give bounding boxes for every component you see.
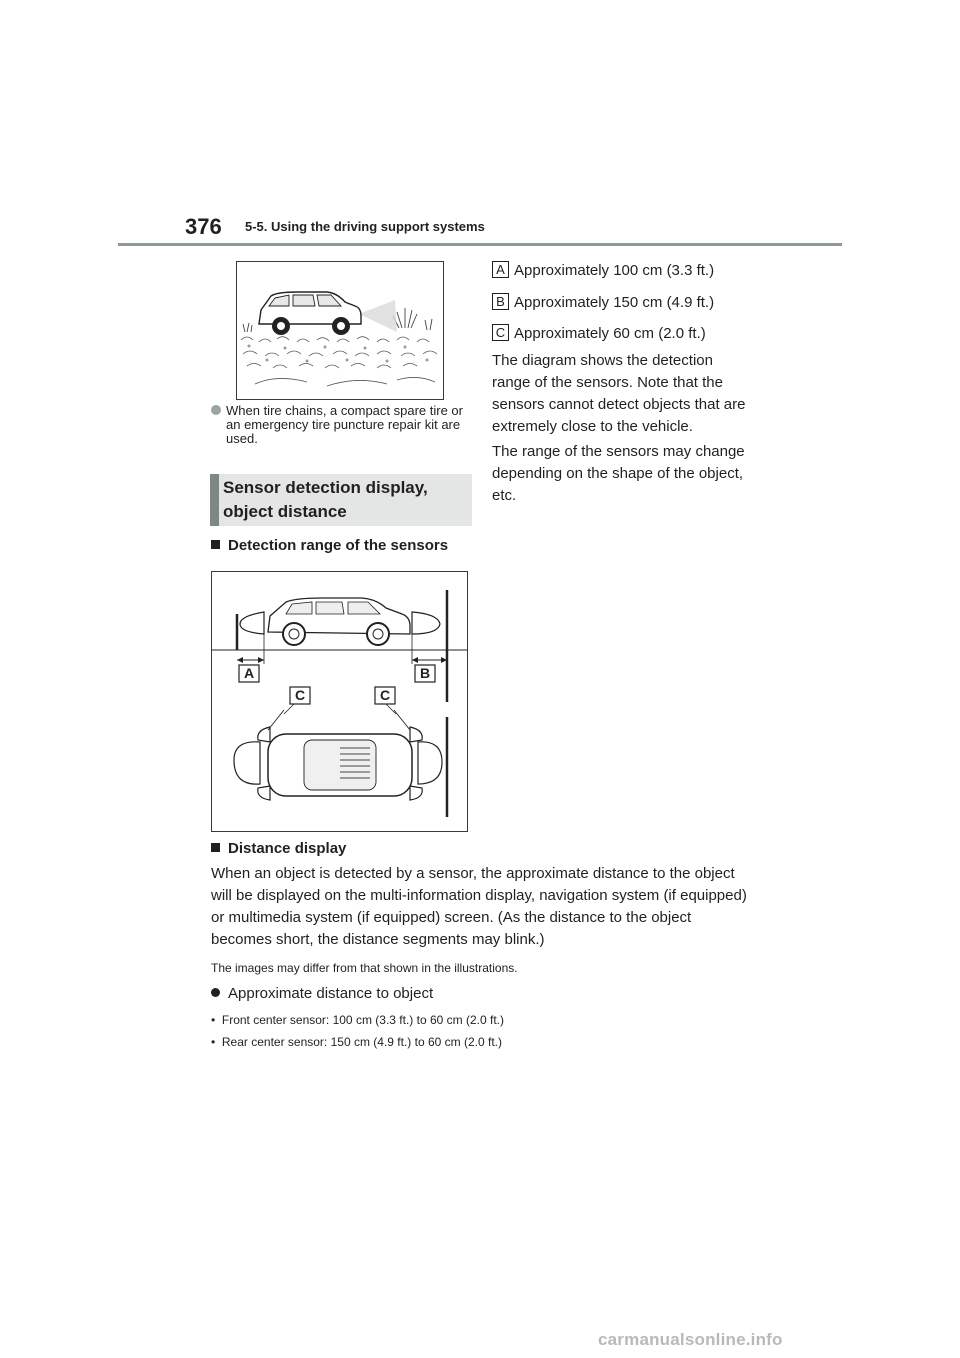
bullet-icon xyxy=(211,405,221,415)
small-dot-icon: • xyxy=(211,1035,222,1049)
legend-item-a xyxy=(492,261,714,279)
legend-item-b xyxy=(492,293,714,311)
legend-text-a: Approximately 100 cm (3.3 ft.) xyxy=(514,262,715,279)
approx-distance-heading xyxy=(211,985,433,1002)
offroad-car-image xyxy=(237,262,443,399)
offroad-illustration xyxy=(236,261,444,400)
heading-accent-bar xyxy=(210,474,219,526)
sensor-range-diagram xyxy=(212,572,467,831)
rear-sensor-range xyxy=(211,1035,502,1049)
label-a: A xyxy=(243,665,255,681)
tire-chains-note-text: When tire chains, a compact spare tire or an emergency tire puncture repair kit are used. xyxy=(226,403,463,446)
legend-text-c: Approximately 60 cm (2.0 ft.) xyxy=(514,325,706,342)
legend-key-c: C xyxy=(492,324,509,341)
front-sensor-range-text: Front center sensor: 100 cm (3.3 ft.) to 60 cm (2.0 ft.) xyxy=(221,1013,504,1027)
range-explanation: The range of the sensors may change depending on the shape of the object, etc. xyxy=(492,443,745,504)
square-bullet-icon xyxy=(211,540,220,549)
label-b: B xyxy=(419,665,431,681)
diagram-explanation: The diagram shows the detection range of the sensors. Note that the sensors cannot detect objects that are extremely close to the vehicle. xyxy=(492,352,746,435)
approx-distance-heading-text: Approximate distance to object xyxy=(228,985,434,1002)
square-bullet-icon xyxy=(211,843,220,852)
distance-display-subheading-text: Distance display xyxy=(228,840,347,857)
page-number: 376 xyxy=(185,214,222,239)
section-title: 5-5. Using the driving support systems xyxy=(245,219,485,234)
distance-display-paragraph: When an object is detected by a sensor, the approximate distance to the object will be displayed on the multi-information display, navigation system (if equipped) or multimedia system (if equipped) screen. (As the distance to the object becomes short, the distance segments may blink.) xyxy=(211,865,747,948)
front-sensor-range xyxy=(211,1013,504,1027)
label-c-right: C xyxy=(379,687,391,703)
tire-chains-note xyxy=(211,404,471,446)
label-c-left: C xyxy=(294,687,306,703)
detection-range-subheading-text: Detection range of the sensors xyxy=(228,537,449,554)
legend-text-b: Approximately 150 cm (4.9 ft.) xyxy=(514,294,715,311)
section-heading xyxy=(210,474,472,526)
header-rule xyxy=(118,243,842,246)
small-dot-icon: • xyxy=(211,1013,222,1027)
distance-display-subheading xyxy=(211,840,346,857)
section-heading-text: Sensor detection display, object distance xyxy=(223,478,428,521)
sensor-range-illustration xyxy=(211,571,468,832)
legend-key-b: B xyxy=(492,293,509,310)
legend-key-a: A xyxy=(492,261,509,278)
watermark: carmanualsonline.info xyxy=(598,1330,783,1349)
detection-range-subheading xyxy=(211,537,448,554)
illustration-note: The images may differ from that shown in the illustrations. xyxy=(211,961,518,975)
legend-item-c xyxy=(492,324,706,342)
rear-sensor-range-text: Rear center sensor: 150 cm (4.9 ft.) to 60 cm (2.0 ft.) xyxy=(221,1035,502,1049)
bullet-icon xyxy=(211,988,220,997)
